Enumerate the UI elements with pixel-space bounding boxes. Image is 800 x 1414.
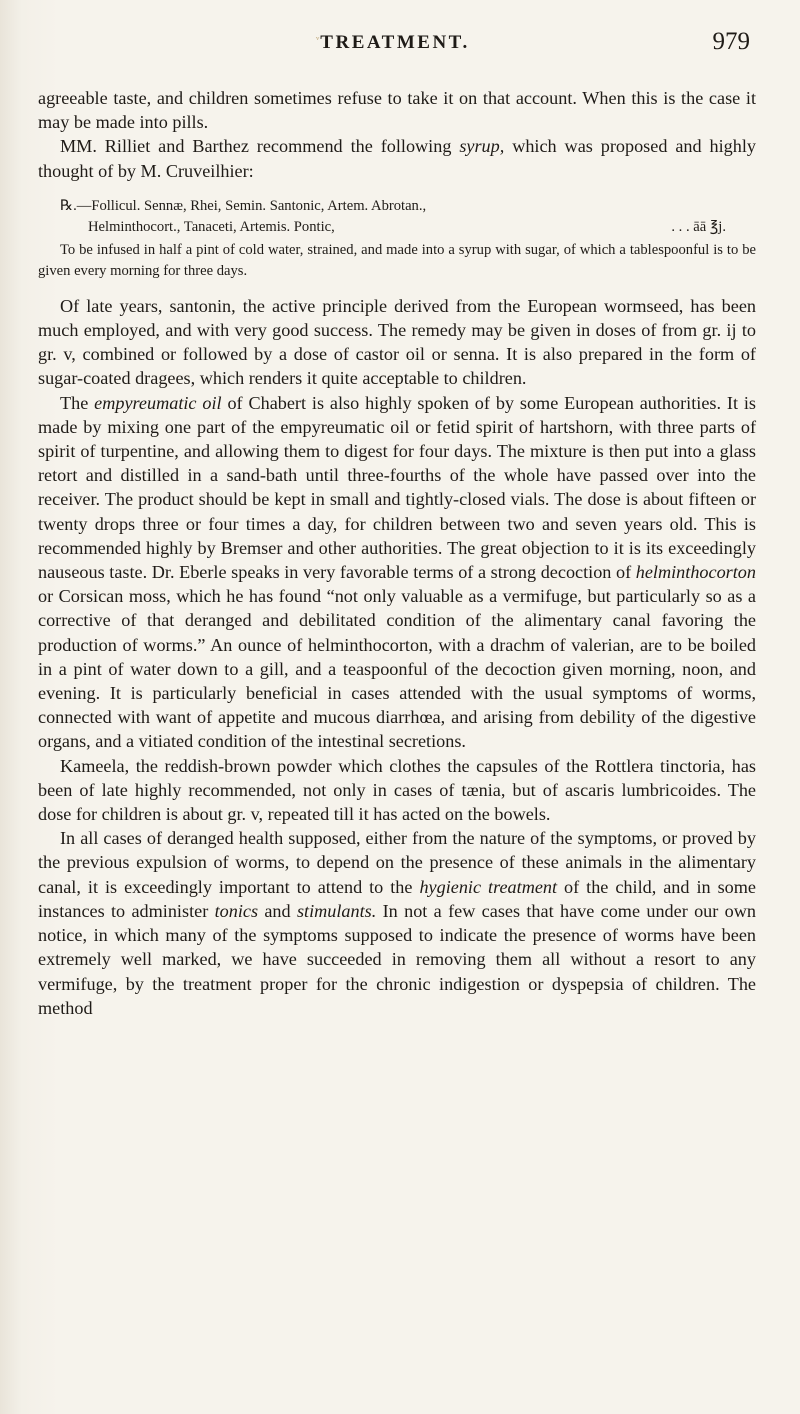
emphasis-tonics: tonics bbox=[214, 900, 259, 921]
emphasis-helminthocorton: helminthocorton bbox=[635, 562, 756, 583]
text-run: MM. Rilliet and Barthez recommend the following bbox=[60, 136, 460, 157]
prescription-line-2 bbox=[60, 217, 756, 238]
prescription-dose: . . . āā ℥j. bbox=[671, 218, 726, 235]
emphasis-empyreumatic-oil: empyreumatic oil bbox=[94, 392, 222, 413]
paragraph-hygienic bbox=[38, 826, 756, 1020]
emphasis-hygienic-treatment: hygienic treatment bbox=[419, 876, 558, 897]
text-run: In all cases of deranged health supposed, either from the nature of the symptoms, or proved by the previous expulsion of worms, to depend on the presence of these animals in the alimentary canal, it is exceedingly important to attend to the bbox=[38, 828, 756, 897]
text-run: of the child, and in some instances to administer bbox=[38, 876, 756, 921]
text-run: Helminthocort., Tanaceti, Artemis. Pontic, bbox=[88, 218, 335, 235]
paragraph-kameela: Kameela, the reddish-brown powder which clothes the capsules of the Rottlera tinctoria, has been of late highly recommended, not only in cases of tænia, but of ascaris lumbricoides. The dose for children is about gr. v, repeated till it has acted on the bowels. bbox=[38, 755, 756, 825]
page-body bbox=[38, 86, 756, 1020]
text-run: The bbox=[60, 392, 95, 413]
ink-mark: ᵛ bbox=[316, 34, 320, 46]
text-run: which was proposed and highly thought of by M. Cruveilhier: bbox=[38, 136, 756, 181]
text-run: In not a few cases that have come under our own notice, in which many of the symptoms supposed to indicate the presence of worms have been extremely well marked, we have succeeded in removing them all without a resort to any vermifuge, by the treatment proper for the chronic indigestion or dyspepsia of children. The method bbox=[38, 900, 756, 1018]
emphasis-syrup: syrup, bbox=[459, 136, 505, 157]
page-number: 979 bbox=[712, 28, 750, 55]
emphasis-stimulants: stimulants. bbox=[296, 900, 377, 921]
text-run: or Corsican moss, which he has found “not only valuable as a vermifuge, but particularly so as a corrective of that deranged and debilitated condition of the alimentary canal favoring the production of worms.” An ounce of helminthocorton, with a drachm of valerian, are to be boiled in a pint of water down to a gill, and a teaspoonful of the decoction given morning, noon, and evening. It is particularly beneficial in cases attended with the usual symptoms of worms, connected with want of appetite and mucous diarrhœa, and arising from debility of the digestive organs, and a vitiated condition of the intestinal secretions. bbox=[38, 586, 756, 752]
paragraph-1: agreeable taste, and children sometimes refuse to take it on that account. When this is the case it may be made into pills. bbox=[38, 88, 756, 133]
running-head: TREATMENT. bbox=[320, 32, 470, 53]
page-header bbox=[40, 28, 750, 58]
text-run: and bbox=[258, 900, 297, 921]
paragraph-2 bbox=[38, 134, 756, 182]
text-run: of Chabert is also highly spoken of by some European authorities. It is made by mixing one part of the empyreumatic oil or fetid spirit of hartshorn, with three parts of spirit of turpentine, and allowing them to digest for four days. The mixture is then put into a glass retort and distilled in a sand-bath until three-fourths of the whole have passed over into the receiver. The product should be kept in small and tightly-closed vials. The dose is about fifteen or twenty drops three or four times a day, for children between two and seven years old. This is recommended highly by Bremser and other authorities. The great objection to it is its exceedingly nauseous taste. Dr. Eberle speaks in very favorable terms of a strong decoction of bbox=[38, 392, 756, 583]
paragraph-santonin: Of late years, santonin, the active principle derived from the European wormseed, has been much employed, and with very good success. The remedy may be given in doses of from gr. ij to gr. v, combined or followed by a dose of castor oil or senna. It is also prepared in the form of sugar-coated dragees, which renders it quite acceptable to children. bbox=[38, 295, 756, 389]
prescription-line-1: ℞.—Follicul. Sennæ, Rhei, Semin. Santonic, Artem. Abrotan., bbox=[60, 197, 427, 214]
prescription bbox=[38, 196, 756, 238]
paragraph-empyreumatic-oil bbox=[38, 391, 756, 754]
prescription-note: To be infused in half a pint of cold water, strained, and made into a syrup with sugar, of which a tablespoonful is to be given every morning for three days. bbox=[38, 241, 756, 279]
